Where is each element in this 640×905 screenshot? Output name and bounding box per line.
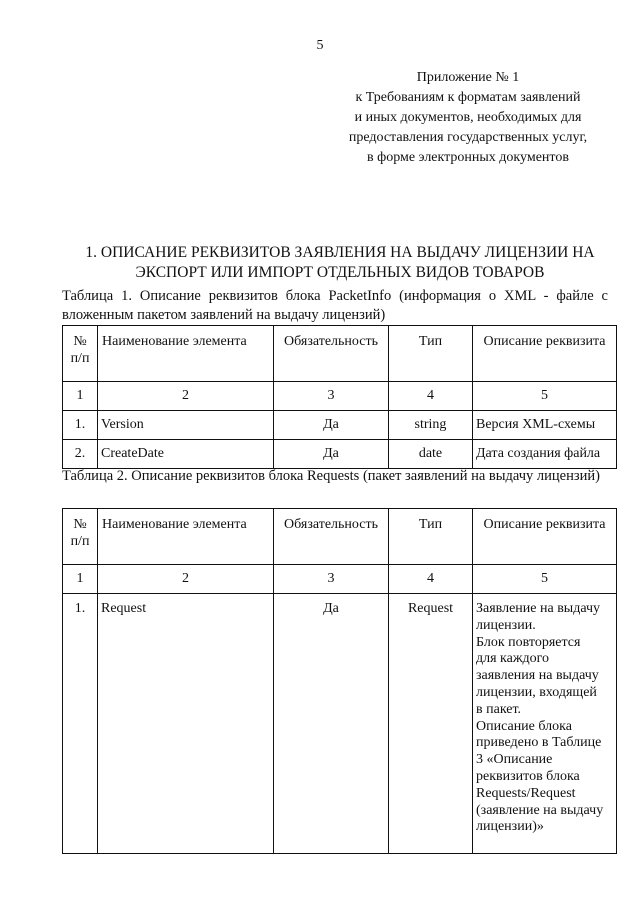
row-type: Request	[389, 594, 473, 854]
header-num	[63, 326, 98, 382]
section-heading	[70, 243, 610, 283]
header-description: Описание реквизита	[473, 326, 617, 382]
index-cell: 2	[98, 382, 274, 411]
appendix-line: Приложение № 1	[416, 70, 520, 85]
table1	[62, 325, 617, 469]
row-description: Версия XML-схемы	[473, 411, 617, 440]
header-num-line2: п/п	[70, 351, 90, 366]
appendix-header	[318, 68, 618, 168]
page-number: 5	[316, 38, 324, 53]
row-name: Request	[98, 594, 274, 854]
appendix-line: и иных документов, необходимых для	[354, 110, 582, 125]
index-cell: 3	[274, 565, 389, 594]
index-cell: 2	[98, 565, 274, 594]
row-num: 1.	[63, 411, 98, 440]
description-line: лицензии.	[476, 617, 536, 633]
header-required: Обязательность	[274, 326, 389, 382]
header-type: Тип	[389, 509, 473, 565]
header-required: Обязательность	[274, 509, 389, 565]
row-num: 1.	[63, 594, 98, 854]
description-line: реквизитов блока	[476, 768, 580, 784]
row-required: Да	[274, 594, 389, 854]
description-line: Блок повторяется	[476, 634, 581, 650]
table-row	[63, 411, 617, 440]
index-cell: 4	[389, 565, 473, 594]
index-cell: 5	[473, 565, 617, 594]
row-num: 2.	[63, 440, 98, 469]
table-row	[63, 440, 617, 469]
table1-index-row	[63, 382, 617, 411]
description-line: заявления на выдачу	[476, 668, 599, 684]
table1-caption: Таблица 1. Описание реквизитов блока PacketInfo (информация о XML - файле с вложенным пакетом заявлений на выдачу лицензий)	[62, 288, 608, 323]
table2	[62, 508, 617, 854]
table2-caption: Таблица 2. Описание реквизитов блока Requests (пакет заявлений на выдачу лицензий)	[62, 468, 600, 484]
row-description: Дата создания файла	[473, 440, 617, 469]
appendix-line: предоставления государственных услуг,	[348, 130, 588, 145]
header-num-line1: №	[73, 334, 87, 349]
header-type: Тип	[389, 326, 473, 382]
description-line: лицензии)»	[476, 819, 544, 835]
header-num-line2: п/п	[70, 534, 90, 549]
row-name: CreateDate	[98, 440, 274, 469]
description-line: для каждого	[476, 651, 550, 667]
appendix-line: к Требованиям к форматам заявлений	[355, 90, 581, 105]
header-description: Описание реквизита	[473, 509, 617, 565]
table2-header-row	[63, 509, 617, 565]
description-line: 3 «Описание	[476, 752, 553, 768]
description-line: Заявление на выдачу	[476, 601, 601, 616]
index-cell: 5	[473, 382, 617, 411]
description-line: лицензии, входящей	[476, 684, 597, 700]
table1-header-row	[63, 326, 617, 382]
row-required: Да	[274, 440, 389, 469]
row-description	[473, 594, 617, 854]
description-line: Описание блока	[476, 718, 572, 734]
index-cell: 4	[389, 382, 473, 411]
index-cell: 1	[63, 382, 98, 411]
section-heading-line: ЭКСПОРТ ИЛИ ИМПОРТ ОТДЕЛЬНЫХ ВИДОВ ТОВАРОВ	[135, 264, 545, 281]
description-line: приведено в Таблице	[476, 735, 602, 751]
header-name: Наименование элемента	[98, 509, 274, 565]
description-line: (заявление на выдачу	[476, 802, 604, 818]
section-heading-line: 1. ОПИСАНИЕ РЕКВИЗИТОВ ЗАЯВЛЕНИЯ НА ВЫДАЧУ ЛИЦЕНЗИИ НА	[85, 244, 595, 261]
row-required: Да	[274, 411, 389, 440]
header-num	[63, 509, 98, 565]
table-row	[63, 594, 617, 854]
description-line: Requests/Request	[476, 785, 576, 801]
index-cell: 3	[274, 382, 389, 411]
index-cell: 1	[63, 565, 98, 594]
row-type: string	[389, 411, 473, 440]
header-num-line1: №	[73, 517, 87, 532]
row-type: date	[389, 440, 473, 469]
row-name: Version	[98, 411, 274, 440]
description-line: в пакет.	[476, 701, 522, 717]
appendix-line: в форме электронных документов	[367, 150, 569, 165]
header-name: Наименование элемента	[98, 326, 274, 382]
table2-index-row	[63, 565, 617, 594]
